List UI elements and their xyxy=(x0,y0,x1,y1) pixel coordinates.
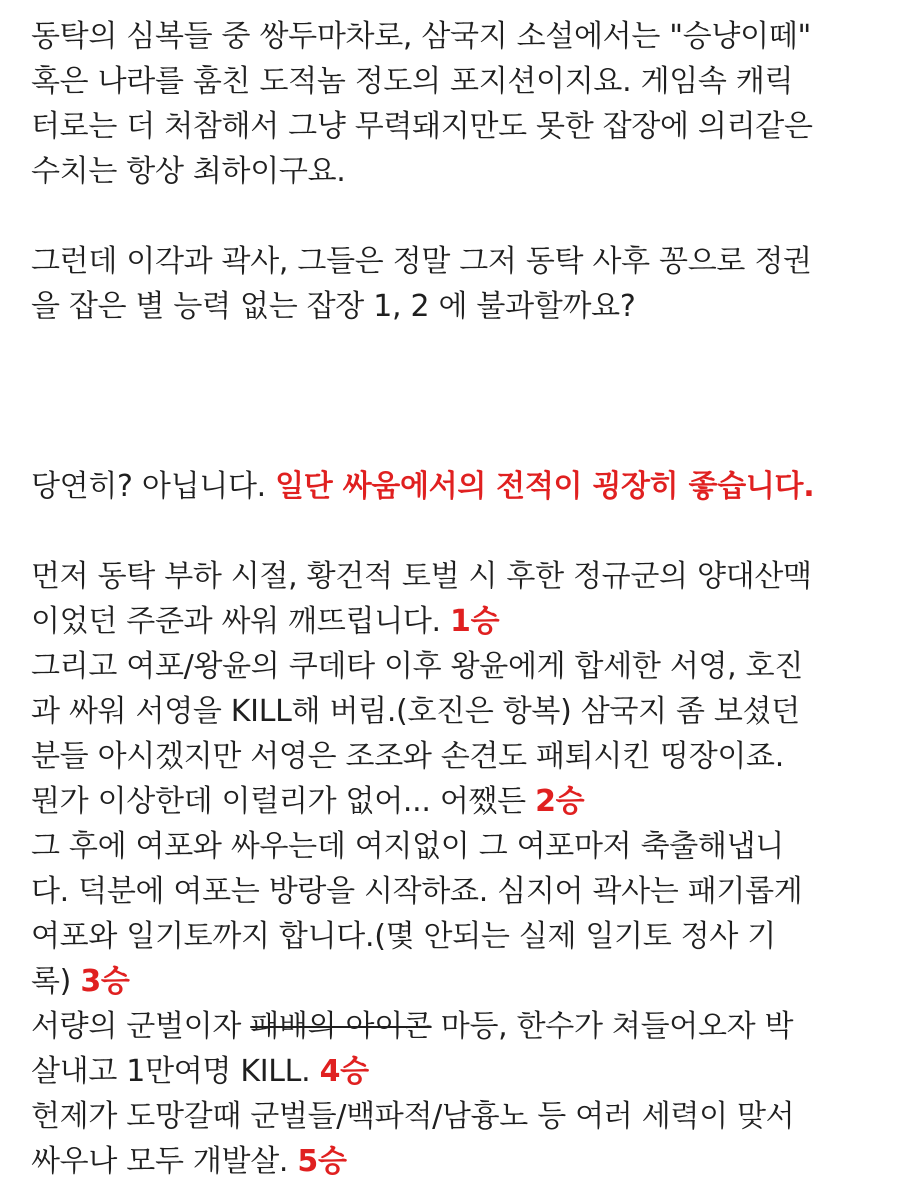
record-text: 이었던 주준과 싸워 깨뜨립니다. xyxy=(31,604,451,639)
text-line: 다. 덕분에 여포는 방랑을 시작하죠. 심지어 곽사는 패기롭게 xyxy=(31,874,803,909)
text-line: 과 싸워 서영을 KILL해 버림.(호진은 항복) 삼국지 좀 보셨던 xyxy=(31,694,800,729)
win-count-badge: 2승 xyxy=(535,784,585,819)
paragraph-spacer xyxy=(31,194,879,239)
record-text: 뭔가 이상한데 이럴리가 없어... 어쨌든 xyxy=(31,784,536,819)
paragraph-question xyxy=(31,239,879,329)
record-text: 살내고 1만여명 KILL. xyxy=(31,1054,320,1089)
text-line: 여포와 일기토까지 합니다.(몇 안되는 실제 일기토 정사 기 xyxy=(31,919,776,954)
article-body xyxy=(31,14,879,1184)
text-line: 혹은 나라를 훔친 도적놈 정도의 포지션이지요. 게임속 캐릭 xyxy=(31,64,794,99)
text-line: 그런데 이각과 곽사, 그들은 정말 그저 동탁 사후 꽁으로 정권 xyxy=(31,244,812,279)
text-line: 을 잡은 별 능력 없는 잡장 1, 2 에 불과할까요? xyxy=(31,289,636,324)
paragraph-spacer xyxy=(31,329,879,464)
strikethrough-text: 패배의 아이콘 xyxy=(250,1009,432,1044)
text-line: 수치는 항상 최하이구요. xyxy=(31,154,346,189)
text-line xyxy=(31,1004,879,1049)
win-count-badge: 3승 xyxy=(80,964,130,999)
text-line: 헌제가 도망갈때 군벌들/백파적/남흉노 등 여러 세력이 맞서 xyxy=(31,1099,795,1134)
text-line: 먼저 동탁 부하 시절, 황건적 토벌 시 후한 정규군의 양대산맥 xyxy=(31,559,812,594)
text-line: 터로는 더 처참해서 그냥 무력돼지만도 못한 잡장에 의리같은 xyxy=(31,109,813,144)
text-line xyxy=(31,1139,879,1184)
text-line xyxy=(31,599,879,644)
paragraph-spacer xyxy=(31,509,879,554)
record-text: 마등, 한수가 쳐들어오자 박 xyxy=(431,1009,794,1044)
text-line xyxy=(31,959,879,1004)
record-text: 싸우나 모두 개발살. xyxy=(31,1144,298,1179)
text-line xyxy=(31,464,879,509)
text-line: 동탁의 심복들 중 쌍두마차로, 삼국지 소설에서는 "승냥이떼" xyxy=(31,19,811,54)
record-text: 록) xyxy=(31,964,81,999)
win-count-badge: 4승 xyxy=(319,1054,369,1089)
text-line xyxy=(31,779,879,824)
paragraph-answer xyxy=(31,464,879,509)
answer-text: 당연히? 아닙니다. xyxy=(31,469,276,504)
text-line xyxy=(31,1049,879,1094)
text-line: 그 후에 여포와 싸우는데 여지없이 그 여포마저 축출해냅니 xyxy=(31,829,784,864)
win-count-badge: 5승 xyxy=(297,1144,347,1179)
text-line: 분들 아시겠지만 서영은 조조와 손견도 패퇴시킨 띵장이죠. xyxy=(31,739,784,774)
paragraph-intro xyxy=(31,14,879,194)
win-count-badge: 1승 xyxy=(450,604,500,639)
answer-emphasis: 일단 싸움에서의 전적이 굉장히 좋습니다. xyxy=(275,469,815,504)
paragraph-record xyxy=(31,554,879,1184)
record-text: 서량의 군벌이자 xyxy=(31,1009,251,1044)
text-line: 그리고 여포/왕윤의 쿠데타 이후 왕윤에게 합세한 서영, 호진 xyxy=(31,649,804,684)
